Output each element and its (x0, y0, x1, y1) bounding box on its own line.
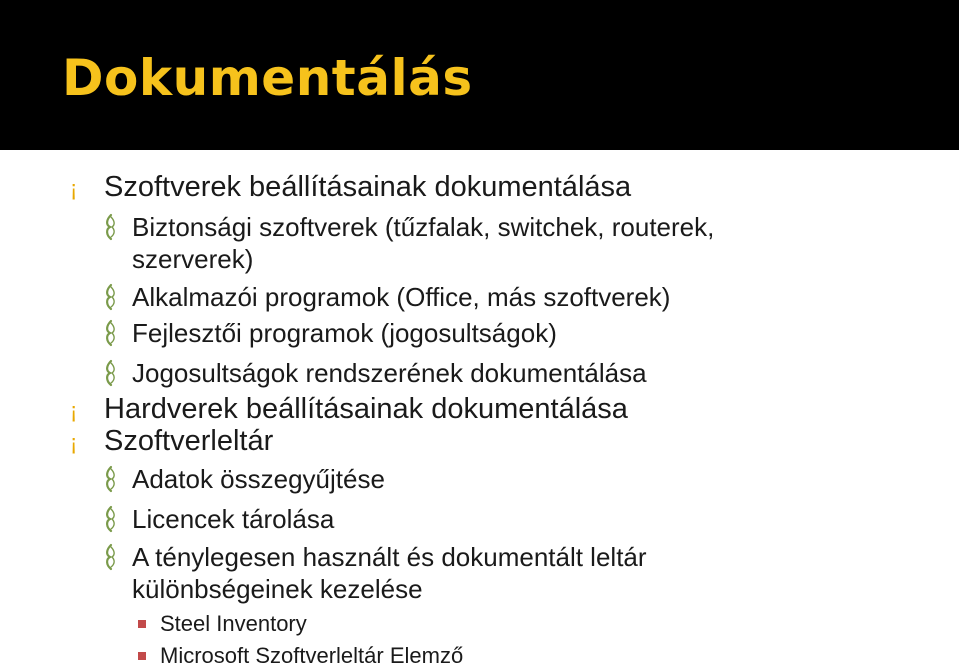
bullet-text-level3: Microsoft Szoftverleltár Elemző (160, 643, 464, 668)
leaf-bullet-icon (104, 505, 118, 533)
leaf-bullet-icon (104, 543, 118, 571)
bullet-text-level3: Steel Inventory (160, 611, 307, 636)
level1-bullet-icon: ¡ (70, 430, 78, 455)
slide-title: Dokumentálás (62, 49, 473, 107)
bullet-text-level2: különbségeinek kezelése (132, 574, 423, 604)
level1-bullet-icon: ¡ (70, 398, 78, 423)
bullet-text-level2: Biztonsági szoftverek (tűzfalak, switchek, routerek, (132, 212, 715, 242)
leaf-bullet-icon (104, 465, 118, 493)
bullet-text-level2: Fejlesztői programok (jogosultságok) (132, 318, 557, 348)
leaf-bullet-icon (104, 283, 118, 311)
bullet-text-level2: Jogosultságok rendszerének dokumentálása (132, 358, 647, 388)
bullet-text-level2: Licencek tárolása (132, 504, 335, 534)
bullet-text-level1: Hardverek beállításainak dokumentálása (104, 393, 628, 425)
bullet-text-level2: Adatok összegyűjtése (132, 464, 385, 494)
bullet-text-level2: szerverek) (132, 244, 254, 274)
square-bullet-icon (138, 620, 146, 628)
level1-bullet-icon: ¡ (70, 176, 78, 201)
leaf-bullet-icon (104, 213, 118, 241)
square-bullet-icon (138, 652, 146, 660)
bullet-text-level2: A ténylegesen használt és dokumentált leltár (132, 542, 647, 572)
bullet-text-level1: Szoftverleltár (104, 425, 274, 457)
bullet-text-level2: Alkalmazói programok (Office, más szoftverek) (132, 282, 671, 312)
bullet-text-level1: Szoftverek beállításainak dokumentálása (104, 171, 632, 203)
leaf-bullet-icon (104, 359, 118, 387)
leaf-bullet-icon (104, 319, 118, 347)
